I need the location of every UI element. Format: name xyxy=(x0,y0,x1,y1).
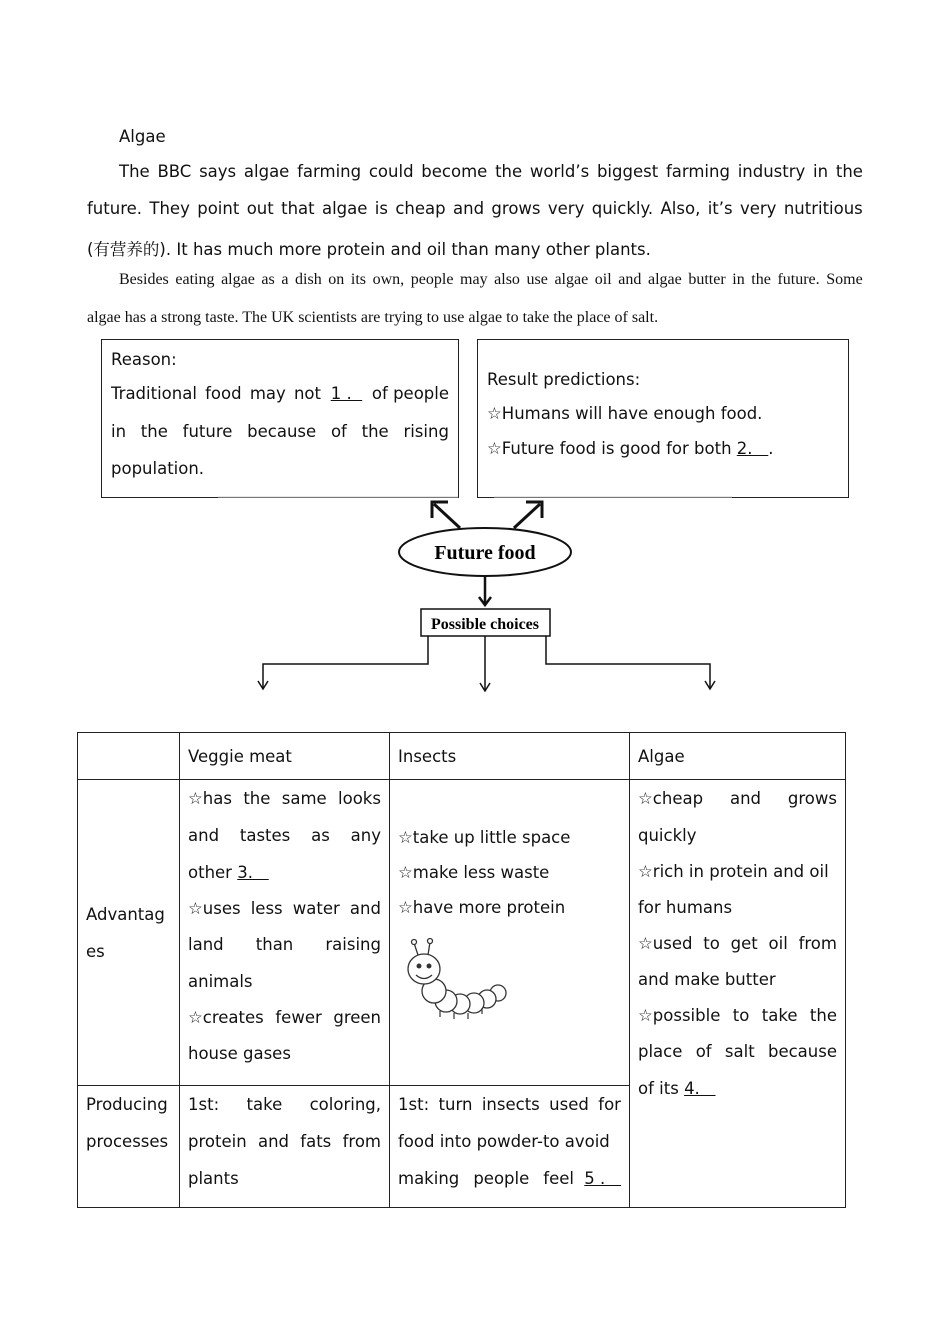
veggie-adv-l7-word: green xyxy=(333,1008,381,1027)
result-line-1: ☆Humans will have enough food. xyxy=(487,404,763,423)
passage-heading: Algae xyxy=(119,127,166,146)
veggie-adv-l4-word: and xyxy=(349,899,381,918)
insects-proc-l3-word: feel xyxy=(543,1169,574,1188)
paragraph-2-line-1-text xyxy=(119,271,863,289)
reason-line1-word: not xyxy=(293,384,321,403)
veggie-adv-line-6: animals xyxy=(188,972,253,991)
para1-line1-word: farming xyxy=(297,162,362,181)
reason-line2-word: rising xyxy=(403,422,449,441)
reason-line2-word: the xyxy=(361,422,389,441)
para2-line1-word: may xyxy=(460,271,488,288)
branch-right xyxy=(546,636,710,688)
veggie-adv-l2-word: any xyxy=(350,826,381,845)
reason-line2-word: the xyxy=(140,422,168,441)
veggie-proc-l1-word: coloring, xyxy=(309,1095,381,1114)
veggie-proc-l2-word: and xyxy=(257,1132,289,1151)
header-algae: Algae xyxy=(630,733,846,780)
para1-line1-word: says xyxy=(199,162,237,181)
veggie-adv-l4-word: less xyxy=(250,899,283,918)
algae-adv-l7-word: ☆possible xyxy=(638,1006,721,1025)
paragraph-1-line-1 xyxy=(87,162,863,199)
arrow-to-reason xyxy=(432,502,460,528)
veggie-proc-line-3: plants xyxy=(188,1169,239,1188)
algae-adv-line-4: for humans xyxy=(638,898,733,917)
branch-left xyxy=(263,636,428,688)
reason-line2-word: in xyxy=(111,422,127,441)
algae-adv-l1-word: grows xyxy=(787,789,837,808)
veggie-process xyxy=(180,1086,390,1208)
paragraph-1-line-1-text xyxy=(119,162,863,199)
blank-2[interactable]: 2. xyxy=(736,439,769,458)
veggie-adv-line-3 xyxy=(188,854,381,891)
veggie-adv-line-7 xyxy=(188,1000,381,1035)
blank-5[interactable]: 5 . xyxy=(584,1169,621,1188)
caterpillar-illustration xyxy=(398,933,508,1023)
veggie-proc-l2-word: from xyxy=(342,1132,381,1151)
para1-line1-word: the xyxy=(495,162,523,181)
para1-line2-word: nutritious xyxy=(783,199,863,218)
reason-line1-word: Traditional xyxy=(111,384,197,403)
result-title: Result predictions: xyxy=(487,370,641,389)
algae-adv-line-8 xyxy=(638,1033,837,1070)
algae-adv-l8-word: of xyxy=(695,1042,712,1061)
blank-3[interactable]: 3. xyxy=(237,863,269,882)
reason-line2-word: future xyxy=(182,422,233,441)
para2-line1-word: in xyxy=(732,271,745,288)
veggie-adv-l2-word: tastes xyxy=(239,826,291,845)
algae-adv-line-7 xyxy=(638,998,837,1033)
future-food-diagram xyxy=(0,490,950,705)
veggie-adv-l4-word: water xyxy=(292,899,340,918)
veggie-adv-line-1 xyxy=(188,780,381,817)
algae-adv-l7-word: to xyxy=(732,1006,750,1025)
insects-proc-l3-word: people xyxy=(473,1169,530,1188)
advantages-row xyxy=(78,780,846,1086)
para1-line2-word: quickly. xyxy=(591,199,654,218)
para2-line1-word: Some xyxy=(826,271,863,288)
veggie-adv-line-5 xyxy=(188,926,381,963)
paragraph-2-line-2-text: algae has a strong taste. The UK scientists are trying to use algae to take the place of salt. xyxy=(87,309,659,326)
para1-line2-word: that xyxy=(281,199,315,218)
para1-line2-word: is xyxy=(374,199,388,218)
veggie-advantages xyxy=(180,780,390,1086)
para1-line1-word: become xyxy=(421,162,488,181)
para2-line1-word: use xyxy=(526,271,548,288)
algae-adv-line-9-text: of its xyxy=(638,1079,679,1098)
para1-line2-word: and xyxy=(453,199,485,218)
result-box xyxy=(477,339,849,498)
insects-proc-l1-word: turn xyxy=(438,1095,473,1114)
insects-proc-line-3 xyxy=(398,1160,621,1197)
algae-adv-l5-word: get xyxy=(730,934,758,953)
para1-line2-word: algae xyxy=(321,199,368,218)
para2-line1-word: as xyxy=(261,271,275,288)
insects-proc-l3-word: making xyxy=(398,1169,460,1188)
veggie-proc-l2-word: protein xyxy=(188,1132,247,1151)
comparison-table xyxy=(77,732,846,1208)
paragraph-1 xyxy=(87,162,863,273)
veggie-adv-l1-word: the xyxy=(243,789,271,808)
para1-line1-word: world’s xyxy=(529,162,590,181)
veggie-adv-line-4 xyxy=(188,891,381,926)
reason-box xyxy=(101,339,459,498)
veggie-adv-l7-word: fewer xyxy=(275,1008,322,1027)
reason-line1-word: may xyxy=(249,384,286,403)
choices-label: Possible choices xyxy=(431,616,539,633)
algae-adv-l5-word: from xyxy=(798,934,837,953)
para1-line1-word: The xyxy=(119,162,150,181)
insects-proc-line-2: food into powder-to avoid xyxy=(398,1132,610,1151)
reason-line-3: population. xyxy=(111,459,205,478)
result-line-2-before: ☆Future food is good for both xyxy=(487,439,732,458)
veggie-adv-l5-word: than xyxy=(255,935,294,954)
veggie-adv-l2-word: and xyxy=(188,826,220,845)
algae-adv-line-9 xyxy=(638,1070,837,1107)
para1-line2-word: it’s xyxy=(707,199,733,218)
para2-line1-word: a xyxy=(281,271,289,288)
veggie-adv-line-3-text: other xyxy=(188,863,232,882)
algae-adv-l8-word: salt xyxy=(724,1042,755,1061)
veggie-adv-line-8: house gases xyxy=(188,1044,291,1063)
result-line-2 xyxy=(487,439,774,458)
insects-adv-line-1: ☆take up little space xyxy=(398,828,571,847)
para2-line1-word: on xyxy=(328,271,345,288)
insects-proc-line-1 xyxy=(398,1086,621,1123)
para1-line1-word: algae xyxy=(243,162,290,181)
veggie-adv-l1-word: same xyxy=(281,789,327,808)
veggie-adv-l4-word: ☆uses xyxy=(188,899,241,918)
algae-adv-line-1 xyxy=(638,780,837,817)
para1-line1-word: industry xyxy=(737,162,806,181)
algae-adv-line-6: and make butter xyxy=(638,970,776,989)
para1-line2-word: point xyxy=(197,199,240,218)
reason-line2-word: because xyxy=(247,422,317,441)
advantages-label xyxy=(78,780,180,1086)
paragraph-2-line-1 xyxy=(87,271,863,309)
insects-proc-line-3-text xyxy=(398,1160,574,1197)
algae-adv-l5-word: oil xyxy=(768,934,788,953)
para2-line1-word: algae xyxy=(647,271,682,288)
header-insects: Insects xyxy=(390,733,630,780)
veggie-proc-line-1 xyxy=(188,1086,381,1123)
processes-label xyxy=(78,1086,180,1208)
insects-adv-line-3: ☆have more protein xyxy=(398,898,566,917)
reason-line1-word: food xyxy=(205,384,242,403)
para1-line2-word: out xyxy=(246,199,274,218)
para1-line2-word: grows xyxy=(491,199,541,218)
para1-line2-word: cheap xyxy=(395,199,446,218)
reason-line2-word: of xyxy=(330,422,347,441)
paragraph-1-line-3-text: (有营养的). It has much more protein and oil than many other plants. xyxy=(87,240,651,259)
para2-line1-word: eating xyxy=(175,271,215,288)
insects-advantages xyxy=(390,780,630,1086)
para2-line1-word: dish xyxy=(295,271,322,288)
processes-label-line-2: processes xyxy=(86,1132,169,1151)
para2-line1-word: own, xyxy=(372,271,405,288)
veggie-proc-line-2 xyxy=(188,1123,381,1160)
para1-line1-word: could xyxy=(368,162,414,181)
reason-line-1 xyxy=(111,384,449,403)
para2-line1-word: and xyxy=(618,271,642,288)
algae-adv-l1-word: ☆cheap xyxy=(638,789,704,808)
para2-line1-word: its xyxy=(350,271,367,288)
insects-proc-l1-word: used xyxy=(549,1095,589,1114)
para2-line1-word: future. xyxy=(777,271,820,288)
veggie-adv-l1-word: looks xyxy=(338,789,381,808)
algae-adv-l8-word: because xyxy=(767,1042,837,1061)
processes-label-line-1: Producing xyxy=(86,1095,168,1114)
future-food-label: Future food xyxy=(434,542,536,564)
para2-line1-word: people xyxy=(410,271,454,288)
veggie-proc-l1-word: take xyxy=(246,1095,283,1114)
para1-line2-word: future. xyxy=(87,199,143,218)
veggie-adv-l5-word: raising xyxy=(325,935,381,954)
para1-line2-word: very xyxy=(739,199,777,218)
header-empty xyxy=(78,733,180,780)
arrow-to-result xyxy=(514,502,542,528)
para1-line1-word: biggest xyxy=(596,162,659,181)
para2-line1-word: butter xyxy=(688,271,726,288)
algae-adv-line-2: quickly xyxy=(638,826,697,845)
veggie-proc-l2-word: fats xyxy=(300,1132,332,1151)
header-veggie-meat: Veggie meat xyxy=(180,733,390,780)
algae-adv-l5-word: to xyxy=(703,934,720,953)
para2-line1-word: algae xyxy=(554,271,589,288)
para1-line2-word: Also, xyxy=(660,199,701,218)
para2-line1-word: Besides xyxy=(119,271,169,288)
paragraph-1-line-2 xyxy=(87,199,863,236)
para1-line1-word: BBC xyxy=(157,162,192,181)
algae-adv-l8-word: place xyxy=(638,1042,683,1061)
para1-line1-word: in xyxy=(813,162,829,181)
insects-proc-l1-word: insects xyxy=(481,1095,540,1114)
algae-adv-l7-word: the xyxy=(809,1006,837,1025)
algae-adv-l1-word: and xyxy=(729,789,761,808)
reason-title: Reason: xyxy=(111,350,177,369)
algae-advantages xyxy=(630,780,846,1208)
insects-process xyxy=(390,1086,630,1208)
para2-line1-word: the xyxy=(751,271,771,288)
para2-line1-word: oil xyxy=(594,271,612,288)
blank-4[interactable]: 4. xyxy=(684,1079,716,1098)
advantages-label-line-1: Advantag xyxy=(86,904,165,924)
veggie-adv-line-2 xyxy=(188,817,381,854)
reason-line-1-after: of people xyxy=(371,384,449,403)
result-line-2-after: . xyxy=(768,439,774,458)
para1-line1-word: the xyxy=(835,162,863,181)
blank-1[interactable]: 1 . xyxy=(330,384,363,403)
para2-line1-word: also xyxy=(494,271,520,288)
para1-line2-word: very xyxy=(547,199,585,218)
algae-adv-line-3: ☆rich in protein and oil xyxy=(638,862,829,881)
table-header-row xyxy=(78,733,846,780)
insects-adv-line-2: ☆make less waste xyxy=(398,863,550,882)
para1-line1-word: farming xyxy=(665,162,730,181)
insects-proc-l1-word: for xyxy=(598,1095,621,1114)
paragraph-2 xyxy=(87,271,863,347)
algae-adv-l5-word: ☆used xyxy=(638,934,693,953)
paragraph-1-line-2-text xyxy=(87,199,863,218)
para1-line2-word: They xyxy=(149,199,190,218)
algae-adv-l7-word: take xyxy=(761,1006,798,1025)
advantages-label-line-2: es xyxy=(86,941,105,961)
reason-line-2 xyxy=(111,422,449,441)
veggie-adv-l5-word: land xyxy=(188,935,224,954)
paragraph-1-line-3 xyxy=(87,236,863,273)
reason-line-1-before xyxy=(111,384,321,403)
insects-proc-l1-word: 1st: xyxy=(398,1095,430,1114)
veggie-adv-l2-word: as xyxy=(311,826,330,845)
veggie-proc-l1-word: 1st: xyxy=(188,1095,220,1114)
veggie-adv-l7-word: ☆creates xyxy=(188,1008,264,1027)
veggie-adv-l1-word: ☆has xyxy=(188,789,232,808)
para2-line1-word: algae xyxy=(221,271,255,288)
algae-adv-line-5 xyxy=(638,926,837,961)
